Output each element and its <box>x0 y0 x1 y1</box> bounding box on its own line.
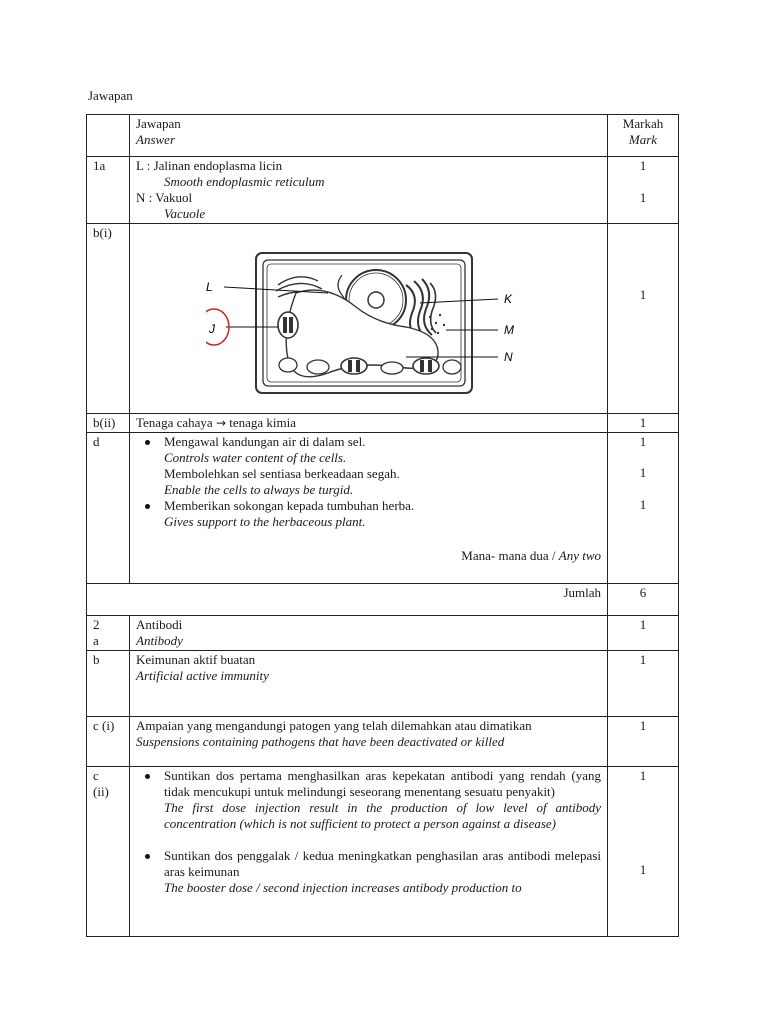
label-J: J <box>209 322 215 336</box>
q1d-marks <box>608 433 679 584</box>
q2ci-my: Ampaian yang mengandungi patogen yang telah dilemahkan atau dimatikan <box>136 718 532 733</box>
q1a-line1-en: Smooth endoplasmic reticulum <box>164 174 325 189</box>
q2ci-row <box>87 717 679 767</box>
q1d-point <box>136 498 601 530</box>
q2b-my: Keimunan aktif buatan <box>136 652 256 667</box>
q1bi-mark: 1 <box>639 287 647 302</box>
q2a-number-1: 2 <box>93 617 100 632</box>
label-L: L <box>206 280 213 294</box>
q1a-marks <box>608 157 679 224</box>
q2cii-number <box>87 767 130 937</box>
q2cii-number-1: c <box>93 768 99 783</box>
header-mark-my: Markah <box>622 116 664 131</box>
q1bii-answer <box>130 414 608 433</box>
q1d-point-my: Membolehkan sel sentiasa berkeadaan segah. <box>164 466 400 481</box>
header-answer-cell <box>130 115 608 157</box>
q1bii-to: tenaga kimia <box>229 415 297 430</box>
q2ci-number: c (i) <box>87 717 130 767</box>
q1a-row <box>87 157 679 224</box>
q1a-mark-1: 1 <box>639 158 647 173</box>
label-M: M <box>504 323 514 337</box>
q2a-en: Antibody <box>136 633 183 648</box>
q1bi-row <box>87 224 679 414</box>
q1a-number: 1a <box>87 157 130 224</box>
q1d-point-my: Memberikan sokongan kepada tumbuhan herba. <box>164 498 415 513</box>
q1d-mark-2: 1 <box>639 465 647 480</box>
q1d-point-en: Enable the cells to always be turgid. <box>164 482 354 497</box>
header-answer-en: Answer <box>136 132 175 147</box>
arrow-icon: → <box>215 416 226 430</box>
header-row <box>87 115 679 157</box>
q1bii-from: Tenaga cahaya <box>136 415 213 430</box>
any-two-my: Mana- mana dua / <box>461 548 556 563</box>
q1d-point-en: Controls water content of the cells. <box>164 450 347 465</box>
header-mark-cell <box>608 115 679 157</box>
q2cii-number-2: (ii) <box>93 784 109 799</box>
q2a-row <box>87 616 679 651</box>
q1a-line2-en: Vacuole <box>164 206 206 221</box>
q1bii-mark: 1 <box>608 414 679 433</box>
q1d-list <box>136 434 601 530</box>
q2a-my: Antibodi <box>136 617 183 632</box>
q2cii-point-en: The booster dose / second injection increases antibody production to <box>164 880 522 895</box>
q2a-mark: 1 <box>608 616 679 651</box>
header-number-cell <box>87 115 130 157</box>
total-value: 6 <box>608 584 679 616</box>
q2ci-answer <box>130 717 608 767</box>
q2b-mark: 1 <box>608 651 679 717</box>
q2cii-point-en: The first dose injection result in the production of low level of antibody concentration (which is not sufficient to protect a person against a disease) <box>164 800 601 831</box>
q2cii-answer <box>130 767 608 937</box>
q2cii-point-my: Suntikan dos pertama menghasilkan aras kepekatan antibodi yang rendah (yang tidak mencukupi untuk melindungi seseorang menentang sesuatu penyakit) <box>164 768 601 799</box>
q1a-line2: N : Vakuol <box>136 190 193 205</box>
q2a-number <box>87 616 130 651</box>
total-row <box>87 584 679 616</box>
q2b-number: b <box>87 651 130 717</box>
q1d-number: d <box>87 433 130 584</box>
header-answer-my: Jawapan <box>136 116 181 131</box>
q2b-row <box>87 651 679 717</box>
q2ci-en: Suspensions containing pathogens that have been deactivated or killed <box>136 734 505 749</box>
q1a-answer <box>130 157 608 224</box>
q1d-any-two <box>136 548 601 564</box>
q1bi-answer <box>130 224 608 414</box>
q1d-point-en: Gives support to the herbaceous plant. <box>164 514 366 529</box>
header-mark-en: Mark <box>628 132 658 147</box>
q1d-point-my: Mengawal kandungan air di dalam sel. <box>164 434 366 449</box>
q1d-mark-3: 1 <box>639 497 647 512</box>
q1a-line1: L : Jalinan endoplasma licin <box>136 158 283 173</box>
total-label: Jumlah <box>87 584 608 616</box>
q1a-mark-2: 1 <box>639 190 647 205</box>
q2cii-mark-1: 1 <box>639 768 647 783</box>
q2cii-point <box>136 768 601 832</box>
q1d-point <box>136 434 601 498</box>
label-K: K <box>504 292 513 306</box>
label-N: N <box>504 350 513 364</box>
any-two-en: Any two <box>558 548 601 563</box>
q2cii-marks <box>608 767 679 937</box>
q2cii-mark-2: 1 <box>639 862 647 877</box>
q2cii-row <box>87 767 679 937</box>
q1bi-marks <box>608 224 679 414</box>
q1bii-number: b(ii) <box>87 414 130 433</box>
q2ci-mark: 1 <box>608 717 679 767</box>
q2cii-point <box>136 848 601 896</box>
q1bii-row <box>87 414 679 433</box>
q1bi-number: b(i) <box>87 224 130 414</box>
q1d-mark-1: 1 <box>639 434 647 449</box>
plant-cell-diagram <box>206 245 536 400</box>
q2b-en: Artificial active immunity <box>136 668 269 683</box>
q1d-row <box>87 433 679 584</box>
q2cii-point-my: Suntikan dos penggalak / kedua meningkatkan penghasilan aras antibodi melepasi aras keimunan <box>164 848 601 879</box>
answer-table <box>86 114 679 937</box>
q2a-number-2: a <box>93 633 99 648</box>
q2cii-list <box>136 768 601 896</box>
q2b-answer <box>130 651 608 717</box>
page-heading: Jawapan <box>88 88 133 103</box>
q1d-answer <box>130 433 608 584</box>
q2a-answer <box>130 616 608 651</box>
